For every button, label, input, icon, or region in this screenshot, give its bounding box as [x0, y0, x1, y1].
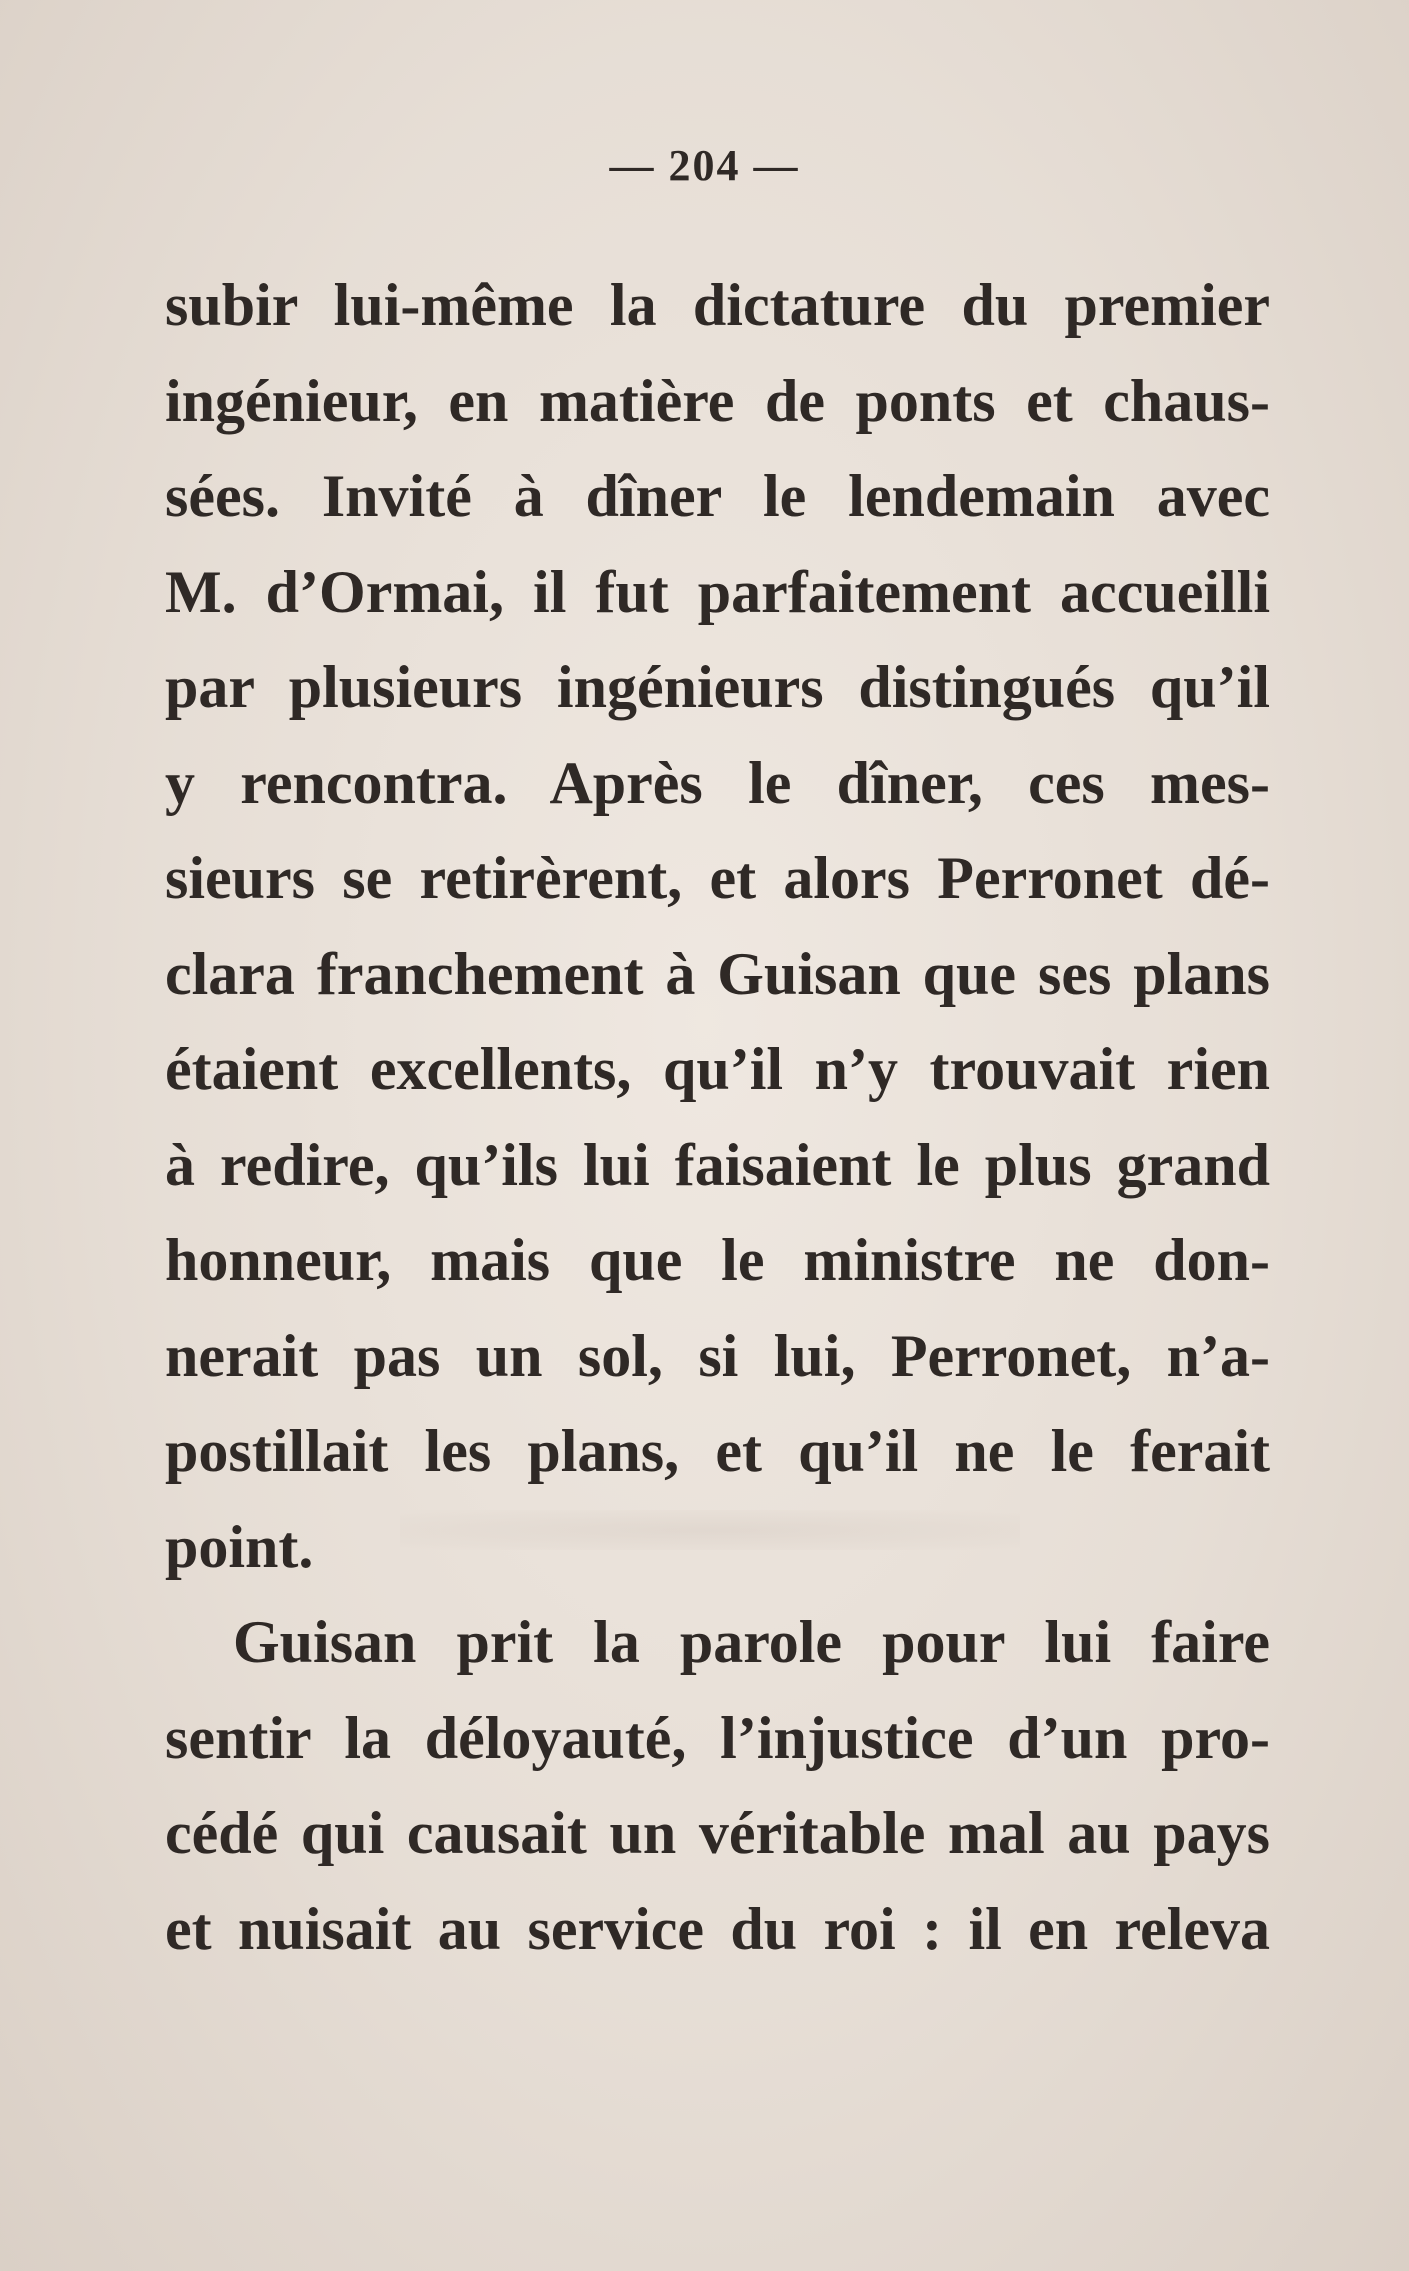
text-line: et nuisait au service du roi : il en releva: [165, 1895, 1270, 1962]
text-line: à redire, qu’ils lui faisaient le plus grand: [165, 1131, 1270, 1198]
text-line: nerait pas un sol, si lui, Perronet, n’a-: [165, 1322, 1270, 1389]
body-text: [165, 258, 1270, 1977]
text-line: par plusieurs ingénieurs distingués qu’il: [165, 654, 1270, 720]
text-line: honneur, mais que le ministre ne don-: [165, 1227, 1270, 1293]
paragraph-1: [165, 258, 1270, 1595]
page-number: — 204 —: [609, 141, 800, 190]
text-line: M. d’Ormai, il fut parfaitement accueilli: [165, 558, 1270, 625]
text-line: sées. Invité à dîner le lendemain avec: [165, 463, 1270, 529]
text-line: étaient excellents, qu’il n’y trouvait rien: [165, 1036, 1270, 1102]
text-line: y rencontra. Après le dîner, ces mes-: [165, 749, 1270, 816]
text-line: subir lui-même la dictature du premier: [165, 272, 1270, 338]
paragraph-2: [165, 1595, 1270, 1977]
text-line: Guisan prit la parole pour lui faire: [233, 1609, 1270, 1675]
text-line: sieurs se retirèrent, et alors Perronet dé-: [165, 845, 1270, 911]
text-line: cédé qui causait un véritable mal au pays: [165, 1800, 1270, 1866]
text-line: clara franchement à Guisan que ses plans: [165, 940, 1270, 1007]
text-line: ingénieur, en matière de ponts et chaus-: [165, 367, 1270, 434]
text-line: postillait les plans, et qu’il ne le ferait: [165, 1418, 1270, 1484]
text-line: sentir la déloyauté, l’injustice d’un pro-: [165, 1704, 1270, 1771]
text-line: point.: [165, 1513, 314, 1580]
